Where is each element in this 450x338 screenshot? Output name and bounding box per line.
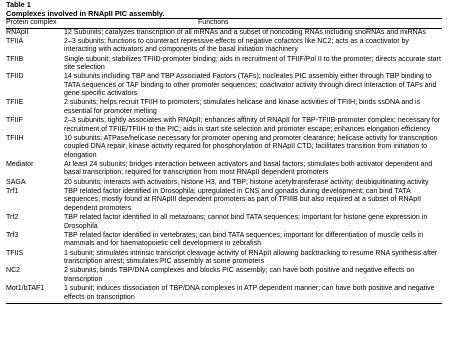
table-row xyxy=(6,250,442,268)
complex-function: 14 subunits including TBP and TBP Associated Factors (TAFs); nucleates PIC assembly either through TBP binding to TATA sequences or TAF binding to other promoter sequences; coactivator activity through direct interaction of TAFs and gene specific activators xyxy=(64,73,437,98)
table-row xyxy=(6,28,442,38)
complex-function: Single subunit; stabilizes TFIID-promoter binding; aids in recruitment of TFIIF/Pol II to the promoter; directs accurate start site selection xyxy=(64,55,441,71)
complex-name: TFIIA xyxy=(6,37,24,45)
header-protein-complex: Protein complex xyxy=(6,19,64,28)
table-header-row xyxy=(6,19,442,28)
complex-function: 20 subunits; interacts with activators, histone H3, and TBP; histone acetyltransferase activity; deubiquitinating activity xyxy=(64,178,429,186)
complex-function: 2 subunits; binds TBP/DNA complexes and blocks PIC assembly; can have both positive and negative effects on transcription xyxy=(64,267,415,283)
complex-name: SAGA xyxy=(6,178,26,186)
table-row xyxy=(6,161,442,179)
complex-name: Trf3 xyxy=(6,231,19,239)
table-row xyxy=(6,214,442,232)
complex-function: 2–3 subunits; tightly associates with RNApII; enhances affinity of RNApII for TBP-TFIIB-promoter complex; necessary for recruitment of TFIIE/TFIIH to the PIC; aids in start site selection and promoter escape; enhances elongation efficiency xyxy=(64,117,441,133)
complex-name: TFIIS xyxy=(6,249,24,257)
complex-function: 10 subunits; ATPase/helicase necessary for promoter opening and promoter clearance; helicase activity for transcription coupled DNA repair; kinase activity required for phosphorylation of RNApII CTD; facilitates transition from initiation to elongation xyxy=(64,134,438,159)
complex-name: RNApII xyxy=(6,28,29,36)
complex-name: TFIIE xyxy=(6,99,24,107)
table-row xyxy=(6,232,442,250)
table-row xyxy=(6,99,442,117)
table-title: Complexes involved in RNApII PIC assembly. xyxy=(6,8,165,18)
header-functions: Functions xyxy=(64,19,442,28)
table-row xyxy=(6,179,442,188)
complex-name: TFIIH xyxy=(6,134,24,142)
complex-function: 2 subunits; helps recruit TFIIH to promoters; stimulates helicase and kinase activities of TFIIH; binds ssDNA and is essential for promoter melting xyxy=(64,99,421,115)
complex-function: 2–3 subunits; functions to counteract repressive effects of negative cofactors like NC2; acts as a coactivator by interacting with activators and components of the basal initiation machinery xyxy=(64,37,409,54)
complex-function: 1 subunit; stimulates intrinsic transcript cleavage activity of RNApII allowing backtracking to resume RNA synthesis after transcription arrest; stimulates PIC assembly at some promoters xyxy=(64,249,438,266)
complexes-table xyxy=(6,18,442,304)
complex-name: NC2 xyxy=(6,267,21,275)
complex-function: TBP related factor identified in vertebrates; can bind TATA sequences; important for differentiation of muscle cells in mammals and for haematopoietic cell development in zebrafish xyxy=(64,231,424,248)
complex-name: TFIIB xyxy=(6,55,24,63)
complex-name: TFIIF xyxy=(6,117,23,125)
complex-function: At least 24 subunits; bridges interaction between activators and basal factors; stimulates both activator dependent and basal transcription; required for transcription from most RNApII dependent promoters xyxy=(64,161,433,177)
table-row xyxy=(6,56,442,74)
complex-function: TBP related factor identified in Drosophila; upregulated in CNS and gonads during development; can bind TATA sequences; mostly found at RNApIII dependent promoters as part of TFIIIB but also required at a subset of RNApII dependent promoters xyxy=(64,188,422,212)
complex-name: Mediator xyxy=(6,161,34,169)
table-body xyxy=(6,28,442,303)
complex-function: TBP related factor identified in all metazoans; cannot bind TATA sequences; important for histone gene expression in Drosophila xyxy=(64,214,428,230)
table-row xyxy=(6,188,442,214)
complex-name: Trf1 xyxy=(6,188,19,196)
complex-name: TFIID xyxy=(6,73,24,81)
table-row xyxy=(6,135,442,161)
table-row xyxy=(6,73,442,99)
table-row xyxy=(6,38,442,56)
complex-name: Trf2 xyxy=(6,214,19,222)
complex-name: Mot1/bTAF1 xyxy=(6,285,64,303)
table-row xyxy=(6,267,442,285)
table-row xyxy=(6,117,442,135)
complex-function: 1 subunit; induces dissociation of TBP/DNA complexes in ATP dependent manner; can have both positive and negative effects on transcription xyxy=(64,285,442,303)
complex-function: 12 Subunits; catalyzes transcription of all mRNAs and a subset of noncoding RNAs including snoRNAs and miRNAs xyxy=(64,28,426,36)
table-row xyxy=(6,285,442,303)
table-number: Table 1 xyxy=(6,0,31,9)
